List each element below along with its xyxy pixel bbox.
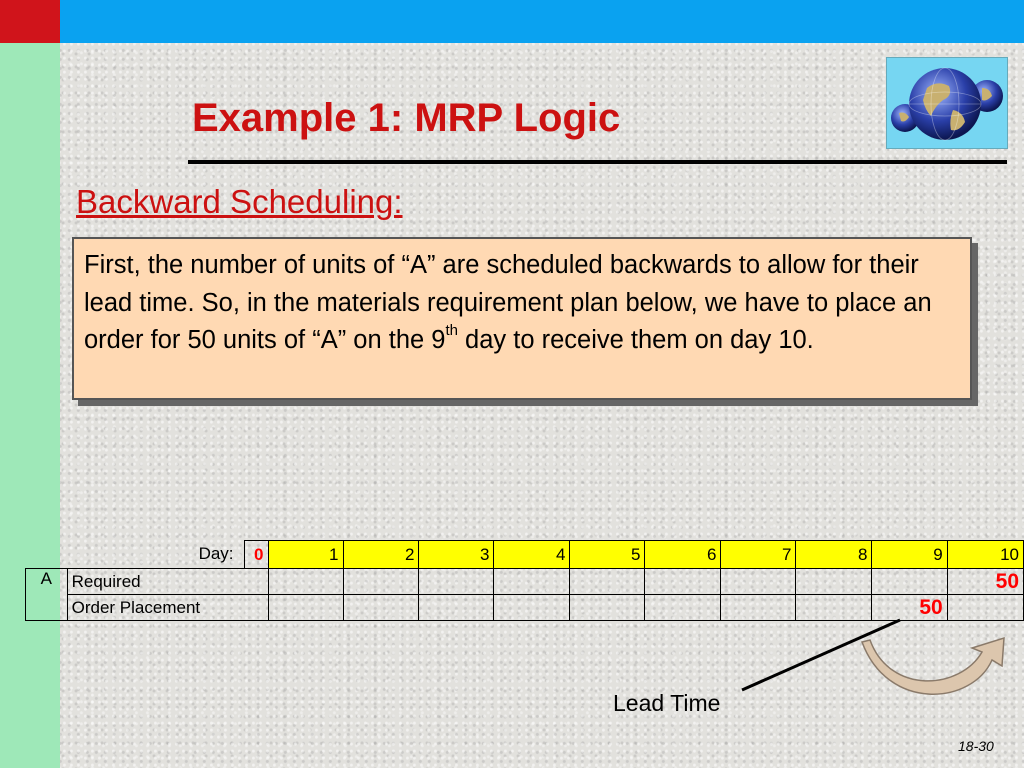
day-cell-4: 4 xyxy=(494,541,570,569)
day-cell-9: 9 xyxy=(872,541,947,569)
day-label: Day: xyxy=(198,544,234,564)
day-cell-5: 5 xyxy=(570,541,645,569)
day-cell-0: 0 xyxy=(244,541,268,569)
slide-number: 18-30 xyxy=(958,738,994,754)
row-label-order-placement: Order Placement xyxy=(67,595,268,621)
day-cell-3: 3 xyxy=(419,541,494,569)
row-label-required: Required xyxy=(67,569,268,595)
day-cell-7: 7 xyxy=(721,541,796,569)
day-cell-8: 8 xyxy=(796,541,872,569)
explanation-text-part1: First, the number of units of “A” are scheduled backwards to allow for their lead time. So, in the materials requirement plan below, we have to place an order for 50 units of “A” on the 9 xyxy=(84,251,932,354)
day-cell-2: 2 xyxy=(343,541,419,569)
curved-arrow-icon xyxy=(862,638,1004,694)
lead-time-label: Lead Time xyxy=(613,690,721,716)
explanation-superscript: th xyxy=(445,321,458,339)
required-value-day-10: 50 xyxy=(947,569,1023,595)
day-cell-1: 1 xyxy=(268,541,343,569)
order-value-day-9: 50 xyxy=(872,595,947,621)
item-cell: A xyxy=(26,569,68,621)
slide-title: Example 1: MRP Logic xyxy=(192,96,621,140)
explanation-text-part2: day to receive them on day 10. xyxy=(457,326,814,354)
day-cell-10: 10 xyxy=(947,541,1023,569)
slide-subtitle: Backward Scheduling: xyxy=(76,183,403,220)
day-cell-6: 6 xyxy=(645,541,721,569)
